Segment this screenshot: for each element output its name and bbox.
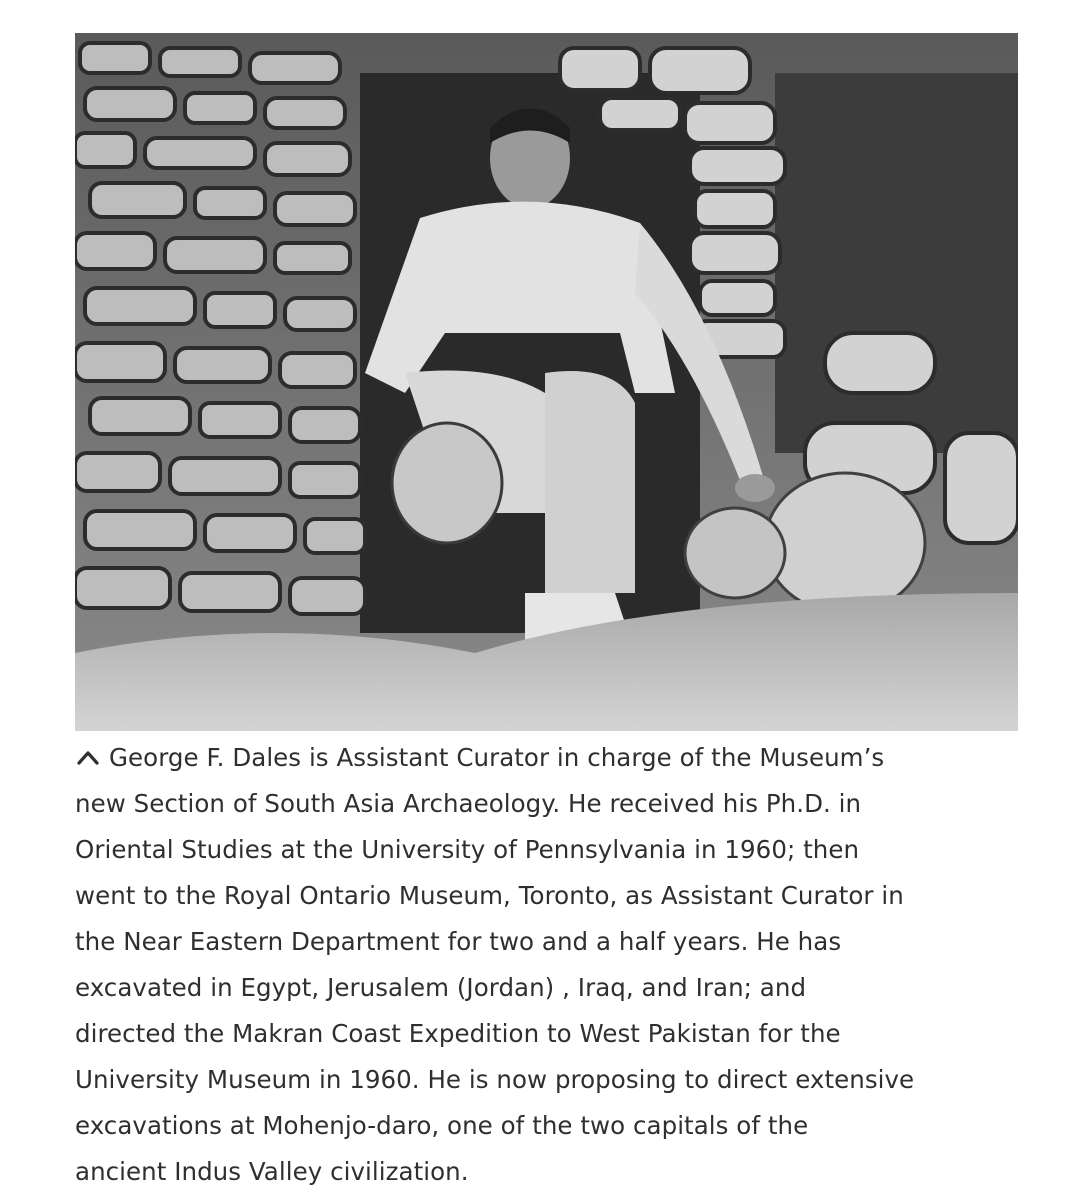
chevron-up-icon[interactable] [75, 747, 101, 767]
caption-line-10: ancient Indus Valley civilization. [75, 1157, 469, 1186]
caption-line-2: new Section of South Asia Archaeology. He received his Ph.D. in [75, 789, 862, 818]
caption-line-8: University Museum in 1960. He is now proposing to direct extensive [75, 1065, 915, 1094]
caption-line-1: George F. Dales is Assistant Curator in charge of the Museum’s [75, 735, 1035, 781]
caption-line-3: Oriental Studies at the University of Pennsylvania in 1960; then [75, 835, 860, 864]
caption-line-6: excavated in Egypt, Jerusalem (Jordan) , Iraq, and Iran; and [75, 973, 807, 1002]
archaeologist-photo [75, 33, 1018, 731]
photo-caption [75, 735, 1035, 1195]
caption-line-9: excavations at Mohenjo-daro, one of the two capitals of the [75, 1111, 809, 1140]
caption-line-7: directed the Makran Coast Expedition to West Pakistan for the [75, 1019, 841, 1048]
caption-line-5: the Near Eastern Department for two and a half years. He has [75, 927, 842, 956]
caption-line-4: went to the Royal Ontario Museum, Toronto, as Assistant Curator in [75, 881, 904, 910]
